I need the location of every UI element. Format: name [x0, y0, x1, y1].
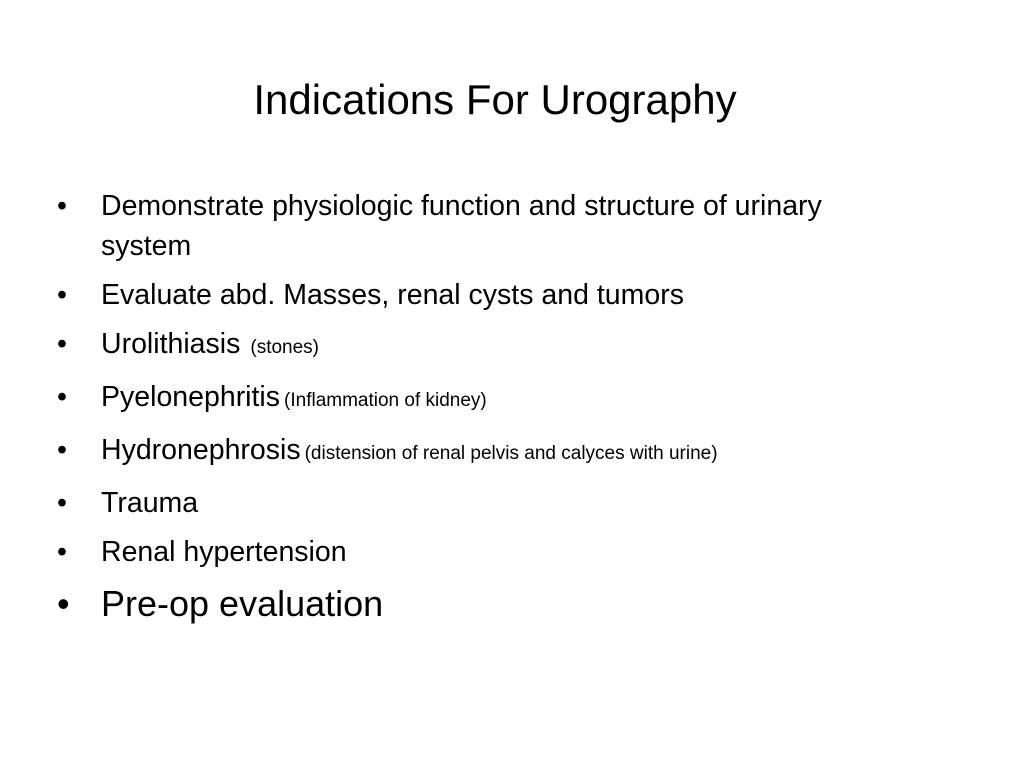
bullet-item	[57, 377, 887, 421]
bullet-text: Pyelonephritis	[101, 381, 281, 413]
bullet-text: Hydronephrosis	[101, 434, 301, 466]
bullet-list	[57, 186, 887, 636]
bullet-item	[57, 186, 887, 266]
bullet-marker: •	[57, 536, 67, 568]
bullet-note: (stones)	[250, 337, 320, 358]
bullet-text: Pre-op evaluation	[101, 583, 384, 624]
bullet-note: (distension of renal pelvis and calyces with urine)	[304, 443, 718, 464]
bullet-marker: •	[57, 583, 70, 624]
bullet-item	[57, 483, 887, 523]
bullet-item	[57, 581, 887, 627]
bullet-text: Demonstrate physiologic function and structure of urinary system	[101, 190, 822, 262]
bullet-note: (Inflammation of kidney)	[284, 390, 487, 411]
bullet-marker: •	[57, 279, 67, 311]
bullet-item	[57, 430, 887, 474]
bullet-marker: •	[57, 381, 67, 413]
bullet-item	[57, 275, 887, 315]
slide-title: Indications For Urography	[253, 76, 737, 123]
bullet-text: Evaluate abd. Masses, renal cysts and tumors	[101, 279, 684, 311]
bullet-marker: •	[57, 328, 67, 360]
bullet-item	[57, 532, 887, 572]
bullet-text: Renal hypertension	[101, 536, 347, 568]
bullet-item	[57, 324, 887, 368]
bullet-marker: •	[57, 190, 67, 222]
bullet-marker: •	[57, 487, 67, 519]
bullet-text: Trauma	[101, 487, 199, 519]
bullet-marker: •	[57, 434, 67, 466]
bullet-text: Urolithiasis	[101, 328, 241, 360]
